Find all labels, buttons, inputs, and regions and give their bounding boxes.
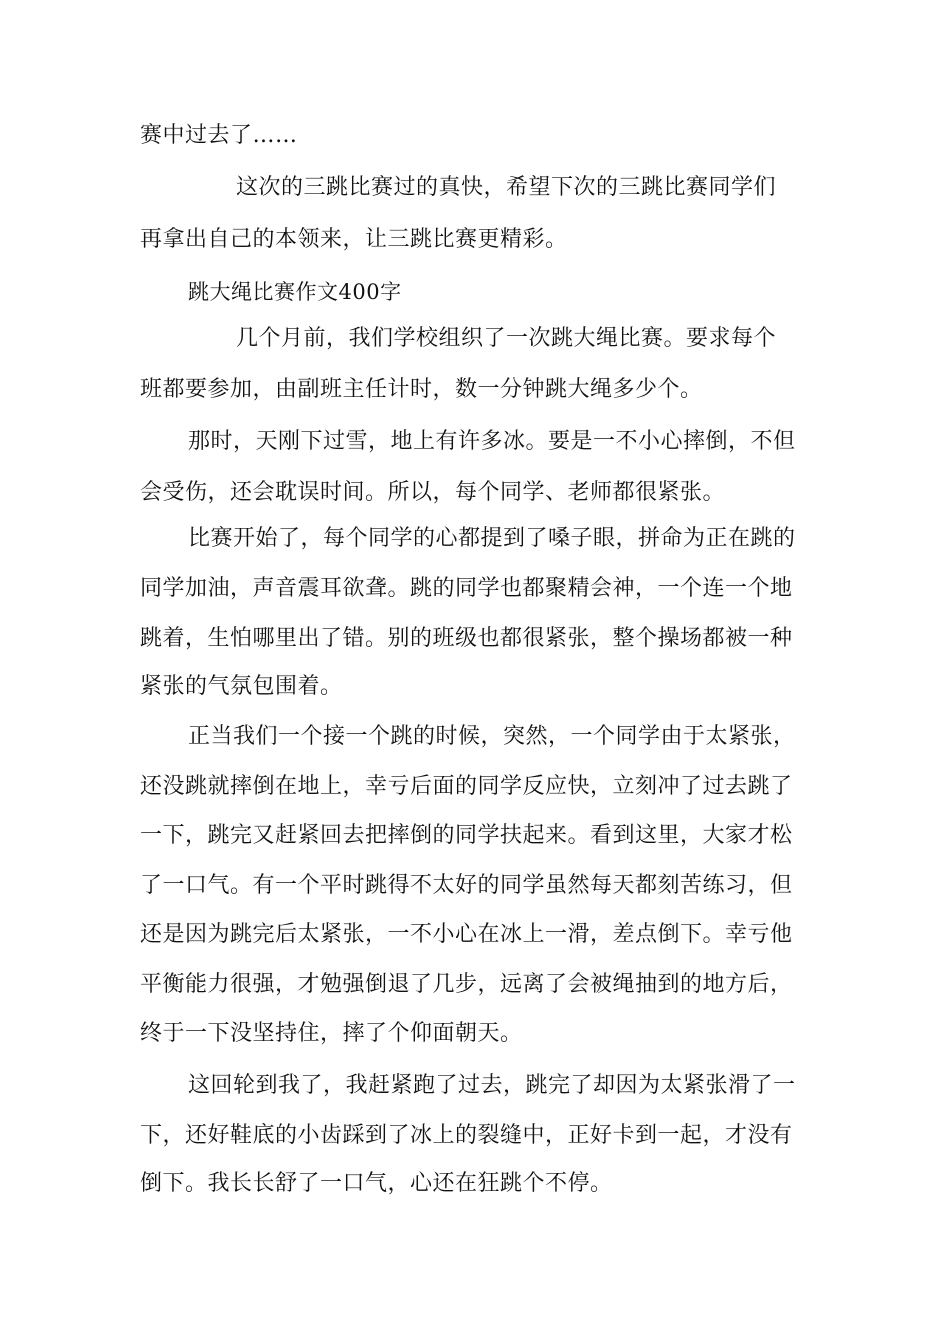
text-line: 平衡能力很强，才勉强倒退了几步，远离了会被绳抽到的地方后， [140, 972, 793, 997]
text-line: 一下，跳完又赶紧回去把摔倒的同学扶起来。看到这里，大家才松 [140, 823, 793, 848]
text-line: 还是因为跳完后太紧张，一不小心在冰上一滑，差点倒下。幸亏他 [140, 922, 793, 947]
text-line: 再拿出自己的本领来，让三跳比赛更精彩。 [140, 227, 568, 252]
text-line: 了一口气。有一个平时跳得不太好的同学虽然每天都刻苦练习，但 [140, 873, 793, 898]
text-line: 比赛开始了，每个同学的心都提到了嗓子眼，拼命为正在跳的 [188, 526, 796, 551]
text-line: 赛中过去了…… [140, 123, 298, 148]
text-line: 倒下。我长长舒了一口气，心还在狂跳个不停。 [140, 1171, 613, 1196]
text-line: 那时，天刚下过雪，地上有许多冰。要是一不小心摔倒，不但 [188, 429, 796, 454]
section-heading: 跳大绳比赛作文400字 [188, 280, 402, 304]
text-line: 跳着，生怕哪里出了错。别的班级也都很紧张，整个操场都被一种 [140, 626, 793, 651]
text-line: 会受伤，还会耽误时间。所以，每个同学、老师都很紧张。 [140, 480, 726, 505]
text-line: 这次的三跳比赛过的真快，希望下次的三跳比赛同学们 [236, 175, 777, 200]
text-line: 这回轮到我了，我赶紧跑了过去，跳完了却因为太紧张滑了一 [188, 1073, 796, 1098]
text-line: 终于一下没坚持住，摔了个仰面朝天。 [140, 1021, 523, 1046]
text-line: 正当我们一个接一个跳的时候，突然，一个同学由于太紧张， [188, 724, 796, 749]
text-line: 班都要参加，由副班主任计时，数一分钟跳大绳多少个。 [140, 377, 703, 402]
text-line: 紧张的气氛包围着。 [140, 674, 343, 699]
text-line: 下，还好鞋底的小齿踩到了冰上的裂缝中，正好卡到一起，才没有 [140, 1123, 793, 1148]
text-line: 还没跳就摔倒在地上，幸亏后面的同学反应快，立刻冲了过去跳了 [140, 774, 793, 799]
text-line: 几个月前，我们学校组织了一次跳大绳比赛。要求每个 [236, 326, 777, 351]
text-line: 同学加油，声音震耳欲聋。跳的同学也都聚精会神，一个连一个地 [140, 576, 793, 601]
